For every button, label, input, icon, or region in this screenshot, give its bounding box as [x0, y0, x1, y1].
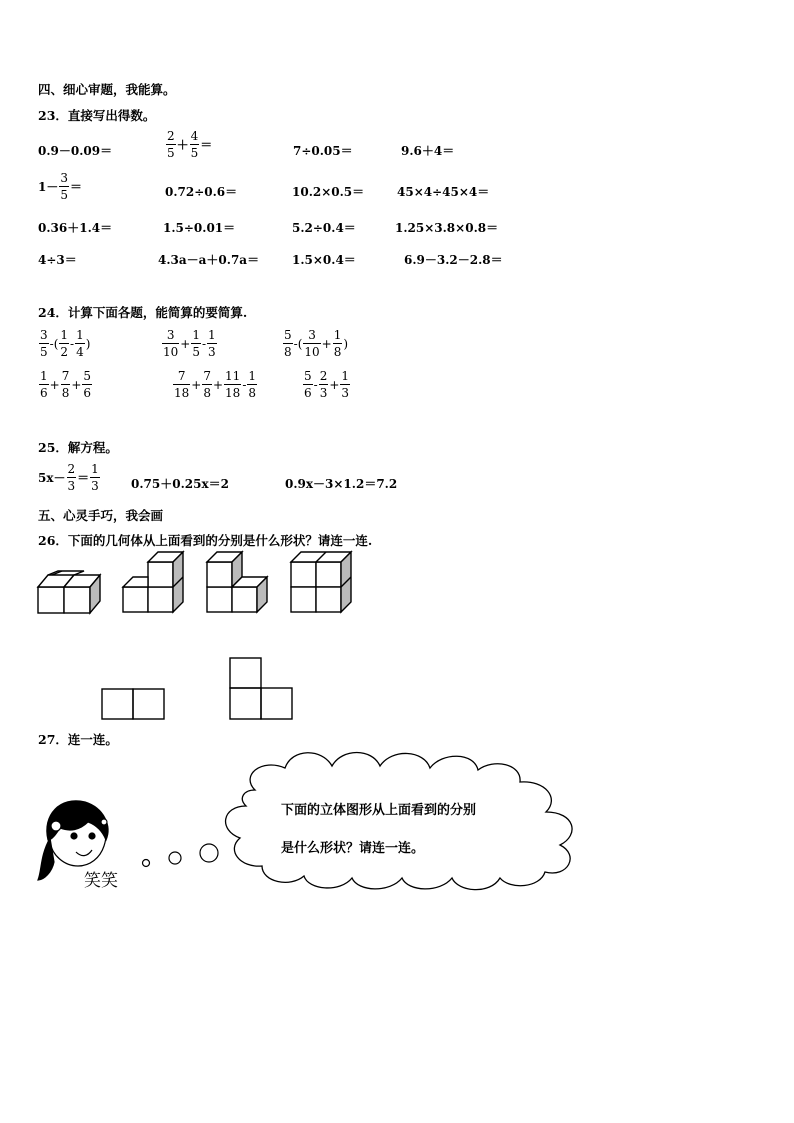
- cloud-line-2: 是什么形状？请连一连。: [281, 841, 425, 856]
- q24-expr-5: $\frac{7}{18}$ + $\frac{7}{8}$ + $\frac{11}{18}$ - $\frac{1}{8}$: [174, 369, 257, 400]
- q23-r3-d: 1.25×3.8×0.8＝: [395, 221, 499, 235]
- q25-equation-1: 5x－ $\frac{2}{3}$ ＝ $\frac{1}{3}$: [38, 462, 99, 493]
- q23-r3-c: 5.2÷0.4＝: [292, 221, 356, 235]
- q23-r4-a: 4÷3＝: [38, 253, 77, 267]
- q24-expr-1: $\frac{3}{5}$ -( $\frac{1}{2}$ - $\frac{1}{4}$ ): [40, 328, 91, 359]
- q23-r3-a: 0.36＋1.4＝: [38, 221, 113, 235]
- fraction: $\frac{3}{5}$: [60, 171, 68, 202]
- q23-r4-d: 6.9－3.2－2.8＝: [404, 253, 503, 267]
- q23-r2-b: 0.72÷0.6＝: [165, 185, 238, 199]
- fraction: $\frac{4}{5}$: [190, 129, 199, 160]
- thought-bubble-medium: [169, 852, 181, 864]
- q23-r2-c: 10.2×0.5＝: [292, 185, 365, 199]
- q23-r1-b: $\frac{2}{5}$ ＋ $\frac{4}{5}$ ＝: [167, 129, 213, 160]
- q23-r4-c: 1.5×0.4＝: [292, 253, 356, 267]
- cloud-line-1: 下面的立体图形从上面看到的分别: [281, 803, 477, 818]
- q25-equation-3: 0.9x－3×1.2＝7.2: [285, 477, 398, 491]
- q23-r3-b: 1.5÷0.01＝: [163, 221, 236, 235]
- q27-title: 27．连一连。: [38, 732, 118, 747]
- thought-bubble-large: [200, 844, 218, 862]
- section4-title: 四、细心审题，我能算。: [38, 82, 176, 97]
- q24-expr-4: $\frac{1}{6}$ + $\frac{7}{8}$ + $\frac{5}{6}$: [40, 369, 92, 400]
- q25-equation-2: 0.75＋0.25x＝2: [131, 477, 229, 491]
- q25-title: 25．解方程。: [38, 440, 118, 455]
- q23-title: 23．直接写出得数。: [38, 108, 156, 123]
- q26-title: 26．下面的几何体从上面看到的分别是什么形状？请连一连.: [38, 533, 373, 548]
- q23-r4-b: 4.3a－a＋0.7a＝: [158, 253, 260, 267]
- thought-cloud: [226, 753, 573, 890]
- girl-label: 笑笑: [84, 871, 118, 891]
- q24-expr-2: $\frac{3}{10}$ + $\frac{1}{5}$ - $\frac{1}{3}$: [163, 328, 216, 359]
- q24-expr-6: $\frac{5}{6}$ - $\frac{2}{3}$ + $\frac{1}{3}$: [304, 369, 350, 400]
- fraction: $\frac{2}{5}$: [167, 129, 175, 160]
- q23-r1-c: 7÷0.05＝: [293, 144, 353, 158]
- q24-expr-3: $\frac{5}{8}$ -( $\frac{3}{10}$ + $\frac{1}{8}$ ): [284, 328, 349, 359]
- q23-r1-d: 9.6＋4＝: [401, 144, 455, 158]
- thought-bubble-small: [143, 860, 150, 867]
- q23-r1-a: 0.9－0.09＝: [38, 144, 113, 158]
- q23-r2-d: 45×4÷45×4＝: [397, 185, 490, 199]
- q24-title: 24．计算下面各题，能简算的要简算.: [38, 305, 248, 320]
- q23-r2-a: 1－ $\frac{3}{5}$ ＝: [38, 171, 83, 202]
- section5-title: 五、心灵手巧，我会画: [38, 508, 164, 523]
